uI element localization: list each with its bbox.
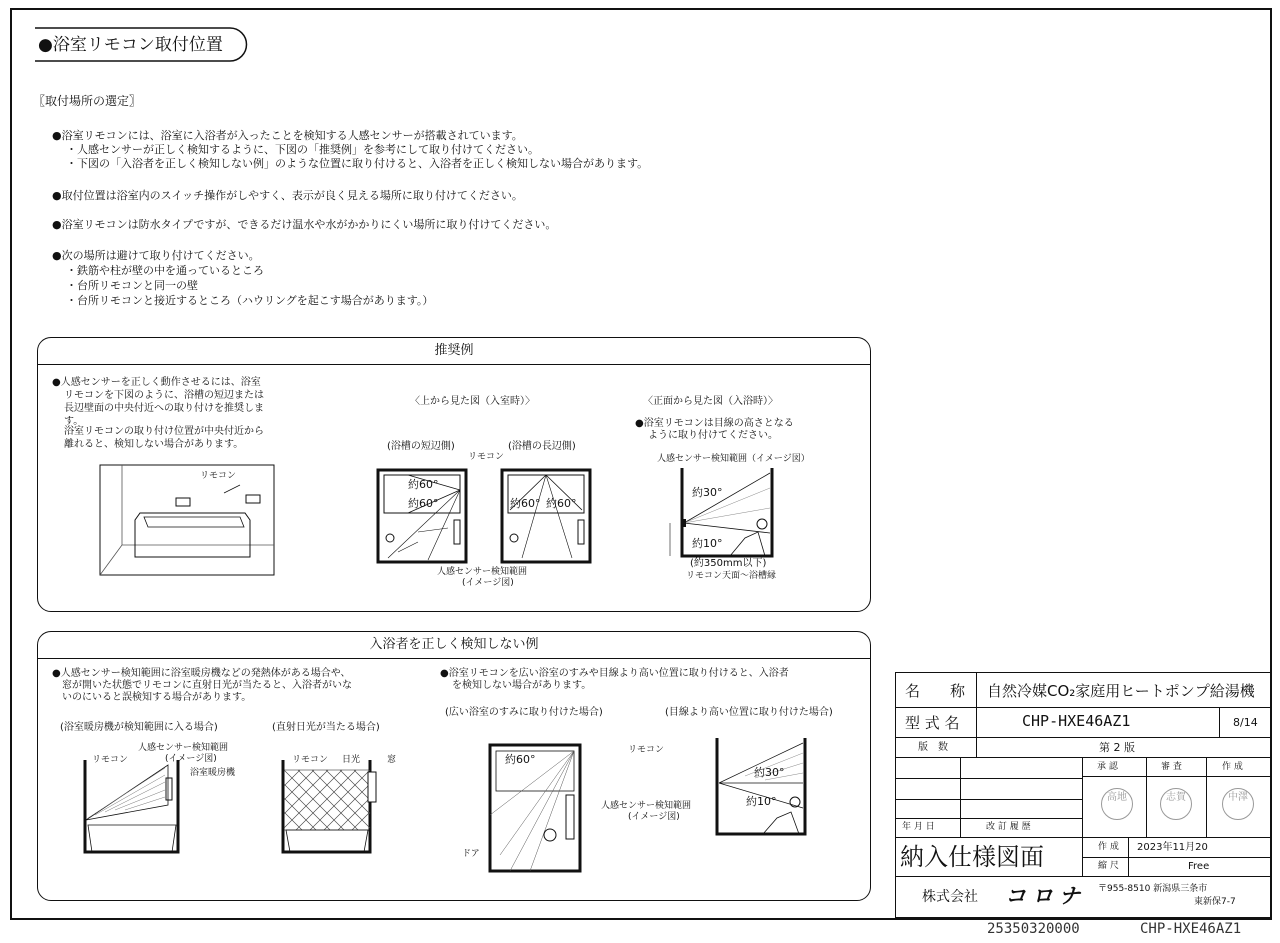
front-range-label: 人感センサー検知範囲（イメージ図） bbox=[657, 454, 810, 464]
date-label: 年 月 日 bbox=[902, 822, 935, 832]
selection-line-5: ●浴室リモコンは防水タイプですが、できるだけ温水や水がかかりにくい場所に取り付けてください。 bbox=[52, 218, 557, 231]
front-view-diagram bbox=[670, 468, 780, 563]
front-note-2: ように取り付けてください。 bbox=[648, 430, 778, 441]
selection-heading: 〖取付場所の選定〗 bbox=[33, 94, 142, 108]
title-pill-outline bbox=[0, 0, 1, 1]
corner-range-2: (イメージ図) bbox=[628, 812, 680, 822]
sun-remote-label: リモコン bbox=[292, 755, 329, 765]
rec-note-1: ●人感センサーを正しく動作させるには、浴室 bbox=[52, 377, 261, 388]
bath-perspective-illustration bbox=[100, 465, 275, 577]
front-note-1: ●浴室リモコンは目線の高さとなる bbox=[635, 418, 794, 429]
high-caption: (目線より高い位置に取り付けた場合) bbox=[665, 707, 833, 718]
height-note: (約350mm以下) bbox=[690, 558, 767, 569]
heater-remote-label: リモコン bbox=[92, 755, 129, 765]
bath-remote-label: リモコン bbox=[200, 471, 237, 481]
nd-left-note-2: 窓が開いた状態でリモコンに直射日光が当たると、入浴者がいな bbox=[62, 680, 352, 691]
created-date: 2023年11月20 bbox=[1137, 842, 1208, 853]
edition-value: 第 2 版 bbox=[1099, 741, 1135, 754]
review-label: 審 査 bbox=[1161, 762, 1182, 772]
sunlight-label: 日光 bbox=[342, 755, 361, 765]
heater-label: 浴室暖房機 bbox=[190, 768, 236, 778]
selection-line-9: ・台所リモコンと接近するところ（ハウリングを起こす場合があります。） bbox=[66, 294, 434, 307]
top-view-long-diagram bbox=[502, 470, 592, 564]
front-angle-30: 約30° bbox=[692, 486, 723, 499]
top-remote-label: リモコン bbox=[468, 452, 505, 462]
selection-line-4: ●取付位置は浴室内のスイッチ操作がしやすく、表示が良く見える場所に取り付けてください。 bbox=[52, 189, 523, 202]
selection-line-6: ●次の場所は避けて取り付けてください。 bbox=[52, 249, 260, 262]
corner-angle-60: 約60° bbox=[505, 753, 536, 766]
selection-line-8: ・台所リモコンと同一の壁 bbox=[66, 279, 198, 292]
approve-stamp: 高地 bbox=[1101, 788, 1133, 820]
rec-note-6: 離れると、検知しない場合があります。 bbox=[64, 439, 244, 450]
window-label: 窓 bbox=[387, 755, 397, 765]
top-range-caption-1: 人感センサー検知範囲 bbox=[437, 567, 528, 577]
short-side-label: (浴槽の短辺側) bbox=[387, 441, 455, 452]
top-view-caption: 〈上から見た図（入室時）〉 bbox=[410, 396, 535, 407]
height-caption: リモコン天面～浴槽縁 bbox=[686, 571, 777, 581]
nd-left-note-1: ●人感センサー検知範囲に浴室暖房機などの発熱体がある場合や、 bbox=[52, 668, 351, 679]
front-angle-10: 約10° bbox=[692, 537, 723, 550]
high-angle-30: 約30° bbox=[754, 766, 785, 779]
footer-model: CHP-HXE46AZ1 bbox=[1140, 921, 1242, 937]
top-angle-4: 約60° bbox=[546, 497, 577, 510]
sun-caption: (直射日光が当たる場合) bbox=[272, 722, 380, 733]
high-position-diagram bbox=[715, 738, 810, 838]
rec-note-3: 長辺壁面の中央付近への取り付けを推奨しま bbox=[64, 403, 264, 414]
scale-value: Free bbox=[1188, 861, 1210, 872]
product-name: 自然冷媒CO₂家庭用ヒートポンプ給湯機 bbox=[987, 682, 1255, 700]
review-stamp: 志賀 bbox=[1160, 788, 1192, 820]
door-label: ドア bbox=[462, 849, 480, 859]
not-detected-heading: 入浴者を正しく検知しない例 bbox=[38, 632, 870, 659]
doc-title: 納入仕様図面 bbox=[900, 843, 1044, 871]
rec-note-4: す。 bbox=[64, 416, 84, 427]
page-number: 8/14 bbox=[1233, 716, 1258, 729]
rec-note-2: リモコンを下図のように、浴槽の短辺または bbox=[64, 390, 264, 401]
approve-label: 承 認 bbox=[1097, 762, 1118, 772]
history-label: 改 訂 履 歴 bbox=[986, 822, 1031, 832]
page-title: ●浴室リモコン取付位置 bbox=[38, 35, 223, 55]
make-label: 作 成 bbox=[1222, 762, 1243, 772]
corner-caption: (広い浴室のすみに取り付けた場合) bbox=[445, 707, 603, 718]
recommended-heading: 推奨例 bbox=[38, 338, 870, 365]
nd-right-note-2: を検知しない場合があります。 bbox=[452, 680, 592, 691]
selection-line-1: ●浴室リモコンには、浴室に入浴者が入ったことを検知する人感センサーが搭載されています。 bbox=[52, 129, 523, 142]
scale-label: 縮 尺 bbox=[1098, 861, 1119, 871]
high-angle-10: 約10° bbox=[746, 795, 777, 808]
heater-diagram bbox=[80, 760, 180, 855]
nd-right-note-1: ●浴室リモコンを広い浴室のすみや目線より高い位置に取り付けると、入浴者 bbox=[440, 668, 789, 679]
nd-left-note-3: いのにいると誤検知する場合があります。 bbox=[62, 692, 252, 703]
heater-range-2: (イメージ図) bbox=[165, 754, 217, 764]
corner-diagram bbox=[490, 745, 582, 873]
name-label: 名 称 bbox=[905, 682, 966, 700]
top-angle-2: 約60° bbox=[408, 497, 439, 510]
top-range-caption-2: (イメージ図) bbox=[462, 578, 514, 588]
model-label: 型 式 名 bbox=[905, 714, 960, 732]
corner-remote-label: リモコン bbox=[628, 745, 665, 755]
heater-range-1: 人感センサー検知範囲 bbox=[138, 743, 229, 753]
company-prefix: 株式会社 bbox=[922, 889, 978, 905]
top-angle-3: 約60° bbox=[510, 497, 541, 510]
selection-line-3: ・下図の「入浴者を正しく検知しない例」のような位置に取り付けると、入浴者を正しく検知しない場合があります。 bbox=[66, 157, 649, 170]
rec-note-5: 浴室リモコンの取り付け位置が中央付近から bbox=[64, 426, 264, 437]
top-angle-1: 約60° bbox=[408, 478, 439, 491]
address-line-1: 〒955-8510 新潟県三条市 bbox=[1098, 884, 1208, 894]
make-stamp: 中澤 bbox=[1222, 788, 1254, 820]
front-view-caption: 〈正面から見た図（入浴時）〉 bbox=[643, 396, 778, 407]
heater-caption: (浴室暖房機が検知範囲に入る場合) bbox=[60, 722, 218, 733]
footer-code: 25350320000 bbox=[987, 921, 1080, 937]
company-brand: コロナ bbox=[1005, 884, 1086, 908]
long-side-label: (浴槽の長辺側) bbox=[508, 441, 576, 452]
address-line-2: 東新保7-7 bbox=[1194, 897, 1236, 907]
selection-line-7: ・鉄筋や柱が壁の中を通っているところ bbox=[66, 264, 264, 277]
selection-line-2: ・人感センサーが正しく検知するように、下図の「推奨例」を参考にして取り付けてください。 bbox=[66, 143, 539, 156]
corner-range-1: 人感センサー検知範囲 bbox=[601, 801, 692, 811]
edition-label: 版 数 bbox=[918, 742, 948, 753]
sunlight-diagram bbox=[278, 760, 383, 855]
model-value: CHP-HXE46AZ1 bbox=[1022, 712, 1131, 730]
created-label: 作 成 bbox=[1098, 842, 1119, 852]
